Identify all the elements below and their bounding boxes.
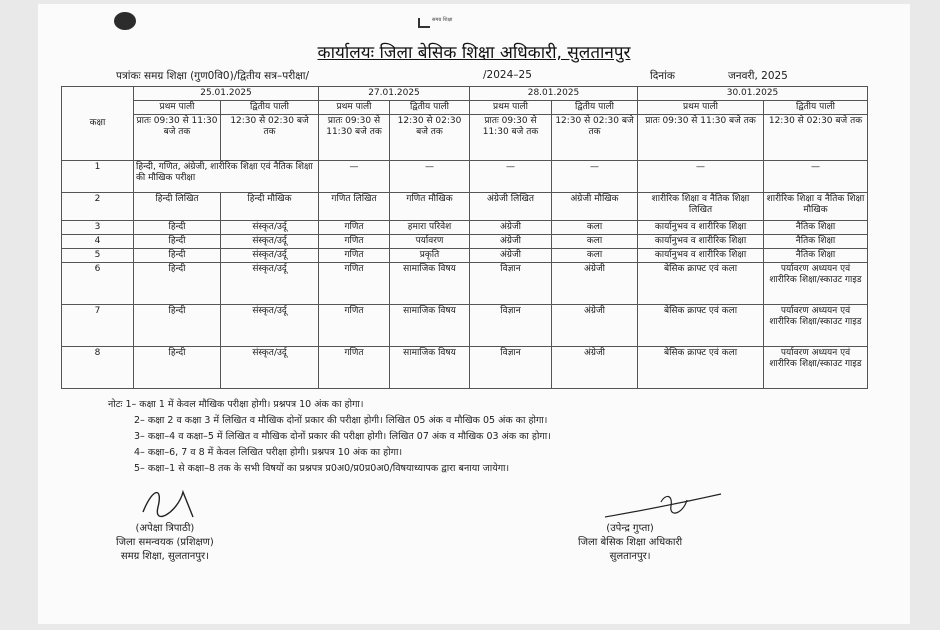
class-number: 1: [62, 161, 134, 193]
table-row: [62, 193, 868, 221]
subject-cell: नैतिक शिक्षा: [764, 249, 868, 263]
subject-cell: संस्कृत/उर्दू: [221, 305, 319, 347]
subject-cell: बेसिक क्राफ्ट एवं कला: [638, 305, 764, 347]
emblem-logo: [114, 12, 136, 30]
class-header: कक्षा: [62, 87, 134, 161]
notes-section: [108, 397, 551, 477]
subject-cell: अंग्रेजी: [470, 221, 552, 235]
class-number: 3: [62, 221, 134, 235]
signatory-office: सुलतानपुर।: [609, 551, 651, 562]
subject-cell: विज्ञान: [470, 263, 552, 305]
signatory-left: [116, 522, 214, 564]
timing-cell: प्रातः 09:30 से 11:30 बजे तक: [134, 115, 221, 161]
timing-cell: प्रातः 09:30 से 11:30 बजे तक: [638, 115, 764, 161]
table-row: [62, 305, 868, 347]
date-header: 30.01.2025: [638, 87, 868, 101]
subject-cell: विज्ञान: [470, 305, 552, 347]
samagra-shiksha-logo: समग्र शिक्षा: [418, 18, 452, 28]
subject-cell: बेसिक क्राफ्ट एवं कला: [638, 347, 764, 389]
subject-cell: कार्यानुभव व शारीरिक शिक्षा: [638, 249, 764, 263]
subject-cell: गणित: [319, 221, 390, 235]
subject-cell: हिन्दी: [134, 235, 221, 249]
shift-header: द्वितीय पाली: [764, 101, 868, 115]
table-row: [62, 221, 868, 235]
subject-cell: अंग्रेजी मौखिक: [552, 193, 638, 221]
date-header: 27.01.2025: [319, 87, 470, 101]
subject-cell: गणित: [319, 249, 390, 263]
subject-cell: पर्यावरण अध्ययन एवं शारीरिक शिक्षा/स्काउट गाइड: [764, 263, 868, 305]
subject-cell: —: [552, 161, 638, 193]
class-number: 8: [62, 347, 134, 389]
note-line: नोटः 1– कक्षा 1 में केवल मौखिक परीक्षा होगी। प्रश्नपत्र 10 अंक का होगा।: [108, 399, 364, 410]
class-number: 7: [62, 305, 134, 347]
subject-cell: पर्यावरण अध्ययन एवं शारीरिक शिक्षा/स्काउट गाइड: [764, 305, 868, 347]
subject-cell: अंग्रेजी: [470, 235, 552, 249]
timing-cell: 12:30 से 02:30 बजे तक: [221, 115, 319, 161]
subject-cell: गणित: [319, 235, 390, 249]
subject-cell: अंग्रेजी: [552, 305, 638, 347]
shift-header: प्रथम पाली: [638, 101, 764, 115]
subject-cell: संस्कृत/उर्दू: [221, 263, 319, 305]
signatory-office: समग्र शिक्षा, सुलतानपुर।: [120, 551, 209, 562]
shift-header: प्रथम पाली: [470, 101, 552, 115]
subject-cell: नैतिक शिक्षा: [764, 235, 868, 249]
table-row: [62, 263, 868, 305]
subject-cell: —: [319, 161, 390, 193]
subject-cell: अंग्रेजी लिखित: [470, 193, 552, 221]
subject-cell: अंग्रेजी: [470, 249, 552, 263]
timing-cell: प्रातः 09:30 से 11:30 बजे तक: [319, 115, 390, 161]
subject-cell: संस्कृत/उर्दू: [221, 347, 319, 389]
subject-cell: गणित: [319, 263, 390, 305]
subject-cell: —: [638, 161, 764, 193]
subject-cell: कार्यानुभव व शारीरिक शिक्षा: [638, 221, 764, 235]
class-number: 6: [62, 263, 134, 305]
subject-cell: हिन्दी: [134, 249, 221, 263]
subject-cell: सामाजिक विषय: [390, 263, 470, 305]
subject-cell: सामाजिक विषय: [390, 305, 470, 347]
subject-cell: कार्यानुभव व शारीरिक शिक्षा: [638, 235, 764, 249]
shift-header: प्रथम पाली: [134, 101, 221, 115]
subject-cell: प्रकृति: [390, 249, 470, 263]
note-line: 4– कक्षा–6, 7 व 8 में केवल लिखित परीक्षा होगी। प्रश्नपत्र 10 अंक का होगा।: [134, 447, 403, 458]
signatory-name: (अपेक्षा त्रिपाठी): [135, 523, 195, 534]
signatory-designation: जिला समन्वयक (प्रशिक्षण): [116, 537, 214, 548]
subject-cell: बेसिक क्राफ्ट एवं कला: [638, 263, 764, 305]
class-number: 5: [62, 249, 134, 263]
subject-cell: गणित मौखिक: [390, 193, 470, 221]
subject-cell: कला: [552, 235, 638, 249]
table-row: [62, 235, 868, 249]
subject-cell: अंग्रेजी: [552, 347, 638, 389]
subject-cell: कला: [552, 249, 638, 263]
class-number: 2: [62, 193, 134, 221]
document-page: [38, 4, 910, 624]
subject-cell: हिन्दी: [134, 263, 221, 305]
signatory-designation: जिला बेसिक शिक्षा अधिकारी: [578, 537, 683, 548]
signatory-name: (उपेन्द्र गुप्ता): [606, 523, 654, 534]
subject-cell: नैतिक शिक्षा: [764, 221, 868, 235]
shift-header: द्वितीय पाली: [390, 101, 470, 115]
timing-cell: 12:30 से 02:30 बजे तक: [552, 115, 638, 161]
subject-cell: कला: [552, 221, 638, 235]
subject-cell: संस्कृत/उर्दू: [221, 235, 319, 249]
timing-cell: 12:30 से 02:30 बजे तक: [764, 115, 868, 161]
shift-header: प्रथम पाली: [319, 101, 390, 115]
subject-cell: संस्कृत/उर्दू: [221, 249, 319, 263]
subject-cell: गणित लिखित: [319, 193, 390, 221]
class-number: 4: [62, 235, 134, 249]
date-header: 28.01.2025: [470, 87, 638, 101]
subject-cell: अंग्रेजी: [552, 263, 638, 305]
subject-cell: शारीरिक शिक्षा व नैतिक शिक्षा लिखित: [638, 193, 764, 221]
subject-cell: —: [470, 161, 552, 193]
subject-cell: हिन्दी: [134, 347, 221, 389]
signatory-right: [578, 522, 682, 564]
subject-cell: सामाजिक विषय: [390, 347, 470, 389]
subject-cell: गणित: [319, 305, 390, 347]
subject-cell: पर्यावरण अध्ययन एवं शारीरिक शिक्षा/स्काउट गाइड: [764, 347, 868, 389]
subject-cell: हिन्दी, गणित, अंग्रेजी, शारीरिक शिक्षा एवं नैतिक शिक्षा की मौखिक परीक्षा: [134, 161, 319, 193]
note-line: 3– कक्षा–4 व कक्षा–5 में लिखित व मौखिक दोनों प्रकार की परीक्षा होगी। लिखित 07 अंक व मौखिक 03 अंक का होगा।: [134, 431, 551, 442]
subject-cell: शारीरिक शिक्षा व नैतिक शिक्षा मौखिक: [764, 193, 868, 221]
shift-header: द्वितीय पाली: [552, 101, 638, 115]
date-value: जनवरी, 2025: [728, 70, 788, 82]
reference-number: पत्रांकः समग्र शिक्षा (गुण0वि0)/द्वितीय सत्र–परीक्षा/: [116, 70, 310, 82]
signature-right: [603, 492, 723, 522]
subject-cell: संस्कृत/उर्दू: [221, 221, 319, 235]
note-line: 2– कक्षा 2 व कक्षा 3 में लिखित व मौखिक दोनों प्रकार की परीक्षा होगी। लिखित 05 अंक व मौखिक 05 अंक का होगा।: [134, 415, 548, 426]
shift-header: द्वितीय पाली: [221, 101, 319, 115]
session-year: /2024–25: [483, 69, 532, 81]
timing-cell: 12:30 से 02:30 बजे तक: [390, 115, 470, 161]
subject-cell: पर्यावरण: [390, 235, 470, 249]
table-row: [62, 347, 868, 389]
timing-cell: प्रातः 09:30 से 11:30 बजे तक: [470, 115, 552, 161]
subject-cell: हिन्दी मौखिक: [221, 193, 319, 221]
subject-cell: हिन्दी लिखित: [134, 193, 221, 221]
subject-cell: विज्ञान: [470, 347, 552, 389]
office-title: कार्यालयः जिला बेसिक शिक्षा अधिकारी, सुलतानपुर: [317, 43, 631, 63]
table-row: [62, 249, 868, 263]
exam-timetable: [61, 86, 868, 389]
subject-cell: गणित: [319, 347, 390, 389]
subject-cell: —: [764, 161, 868, 193]
date-header: 25.01.2025: [134, 87, 319, 101]
subject-cell: हमारा परिवेश: [390, 221, 470, 235]
subject-cell: —: [390, 161, 470, 193]
table-row: [62, 161, 868, 193]
subject-cell: हिन्दी: [134, 221, 221, 235]
signature-left: [138, 482, 198, 522]
note-line: 5– कक्षा–1 से कक्षा–8 तक के सभी विषयों का प्रश्नपत्र प्र0अ0/प्र0प्र0अ0/विषयाध्यापक द्वारा बनाया जायेगा।: [134, 463, 510, 474]
date-label: दिनांक: [650, 70, 675, 82]
subject-cell: हिन्दी: [134, 305, 221, 347]
